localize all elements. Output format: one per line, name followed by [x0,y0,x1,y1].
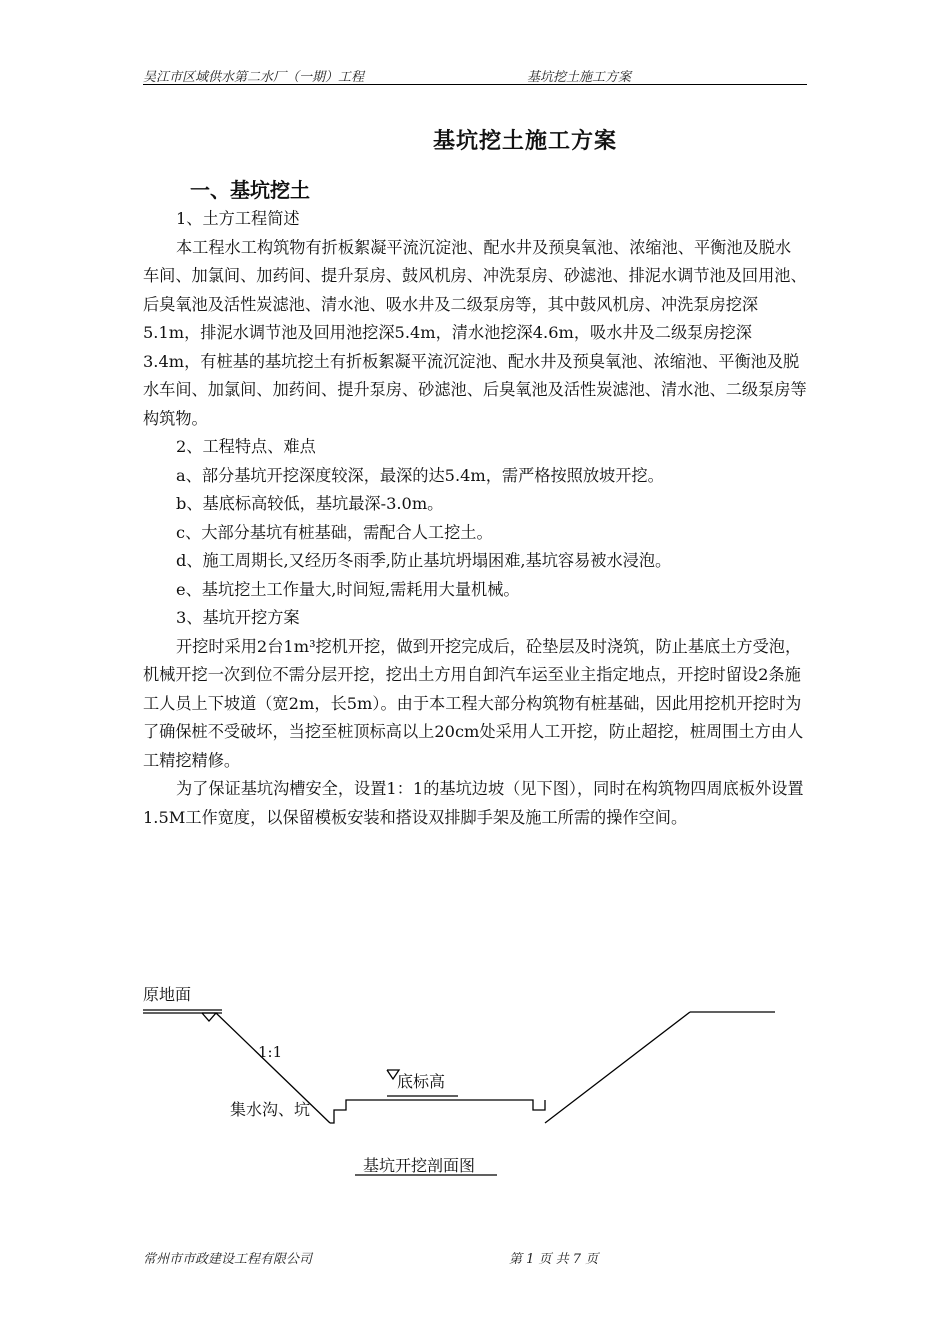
subsection-heading-2: 2、工程特点、难点 [176,437,316,456]
document-title: 基坑挖土施工方案 [432,128,617,154]
footer-page-number: 第 1 页 共 7 页 [509,1252,599,1267]
header-left: 吴江市区域供水第二水厂（一期）工程 [143,70,365,85]
bottom-elevation-label: 底标高 [397,1072,446,1091]
ground-label: 原地面 [143,985,192,1004]
list-item: d、施工周期长,又经历冬雨季,防止基坑坍塌困难,基坑容易被水浸泡。 [176,551,672,570]
list-item: e、基坑挖土工作量大,时间短,需耗用大量机械。 [176,579,520,599]
paragraph-overview: 本工程水工构筑物有折板絮凝平流沉淀池、配水井及预臭氧池、浓缩池、平衡池及脱水车间、加氯间、加药间、提升泵房、鼓风机房、冲洗泵房、砂滤池、排泥水调节池及回用池、后臭氧池及活性炭滤池、清水池、吸水井及二级泵房等，其中鼓风机房、冲洗泵房挖深5.1m，排泥水调节池及回用池挖深5.4m，清水池挖深4.6m，吸水井及二级泵房挖深3.4m，有桩基的基坑挖土有折板絮凝平流沉淀池、配水井及预臭氧池、浓缩池、平衡池及脱水车间、加氯间、加药间、提升泵房、砂滤池、后臭氧池及活性炭滤池、清水池、二级泵房等构筑物。 [143,237,807,428]
slope-right [545,1012,690,1123]
section-heading: 一、基坑挖土 [190,178,310,202]
document-body [143,205,807,832]
figure-caption: 基坑开挖剖面图 [363,1156,476,1175]
list-item: a、部分基坑开挖深度较深，最深的达5.4m，需严格按照放坡开挖。 [176,465,664,485]
list-item: c、大部分基坑有桩基础，需配合人工挖土。 [176,522,493,542]
header-right: 基坑挖土施工方案 [527,70,632,85]
subsection-heading-1: 1、土方工程简述 [176,209,300,228]
list-item: b、基底标高较低，基坑最深-3.0m。 [176,494,444,513]
slope-ratio-label: 1:1 [258,1043,283,1061]
pit-bottom [330,1100,545,1123]
header-rule [143,84,807,85]
paragraph-excavation: 开挖时采用2台1m³挖机开挖，做到开挖完成后，砼垫层及时浇筑，防止基底土方受泡，机械开挖一次到位不需分层开挖，挖出土方用自卸汽车运至业主指定地点，开挖时留设2条施工人员上下坡道（宽2m，长5m）。由于本工程大部分构筑物有桩基础，因此用挖机开挖时为了确保桩不受破坏，当挖至桩顶标高以上20cm处采用人工开挖，防止超挖，桩周围土方由人工精挖精修。 [143,636,804,770]
paragraph-slope: 为了保证基坑沟槽安全，设置1：1的基坑边坡（见下图），同时在构筑物四周底板外设置1.5M工作宽度，以保留模板安装和搭设双排脚手架及施工所需的操作空间。 [143,779,804,827]
sump-label: 集水沟、坑 [230,1100,311,1119]
excavation-section-diagram [0,960,950,1200]
subsection-heading-3: 3、基坑开挖方案 [176,608,300,627]
ground-level-marker [202,1013,216,1021]
footer-company: 常州市市政建设工程有限公司 [143,1252,313,1267]
